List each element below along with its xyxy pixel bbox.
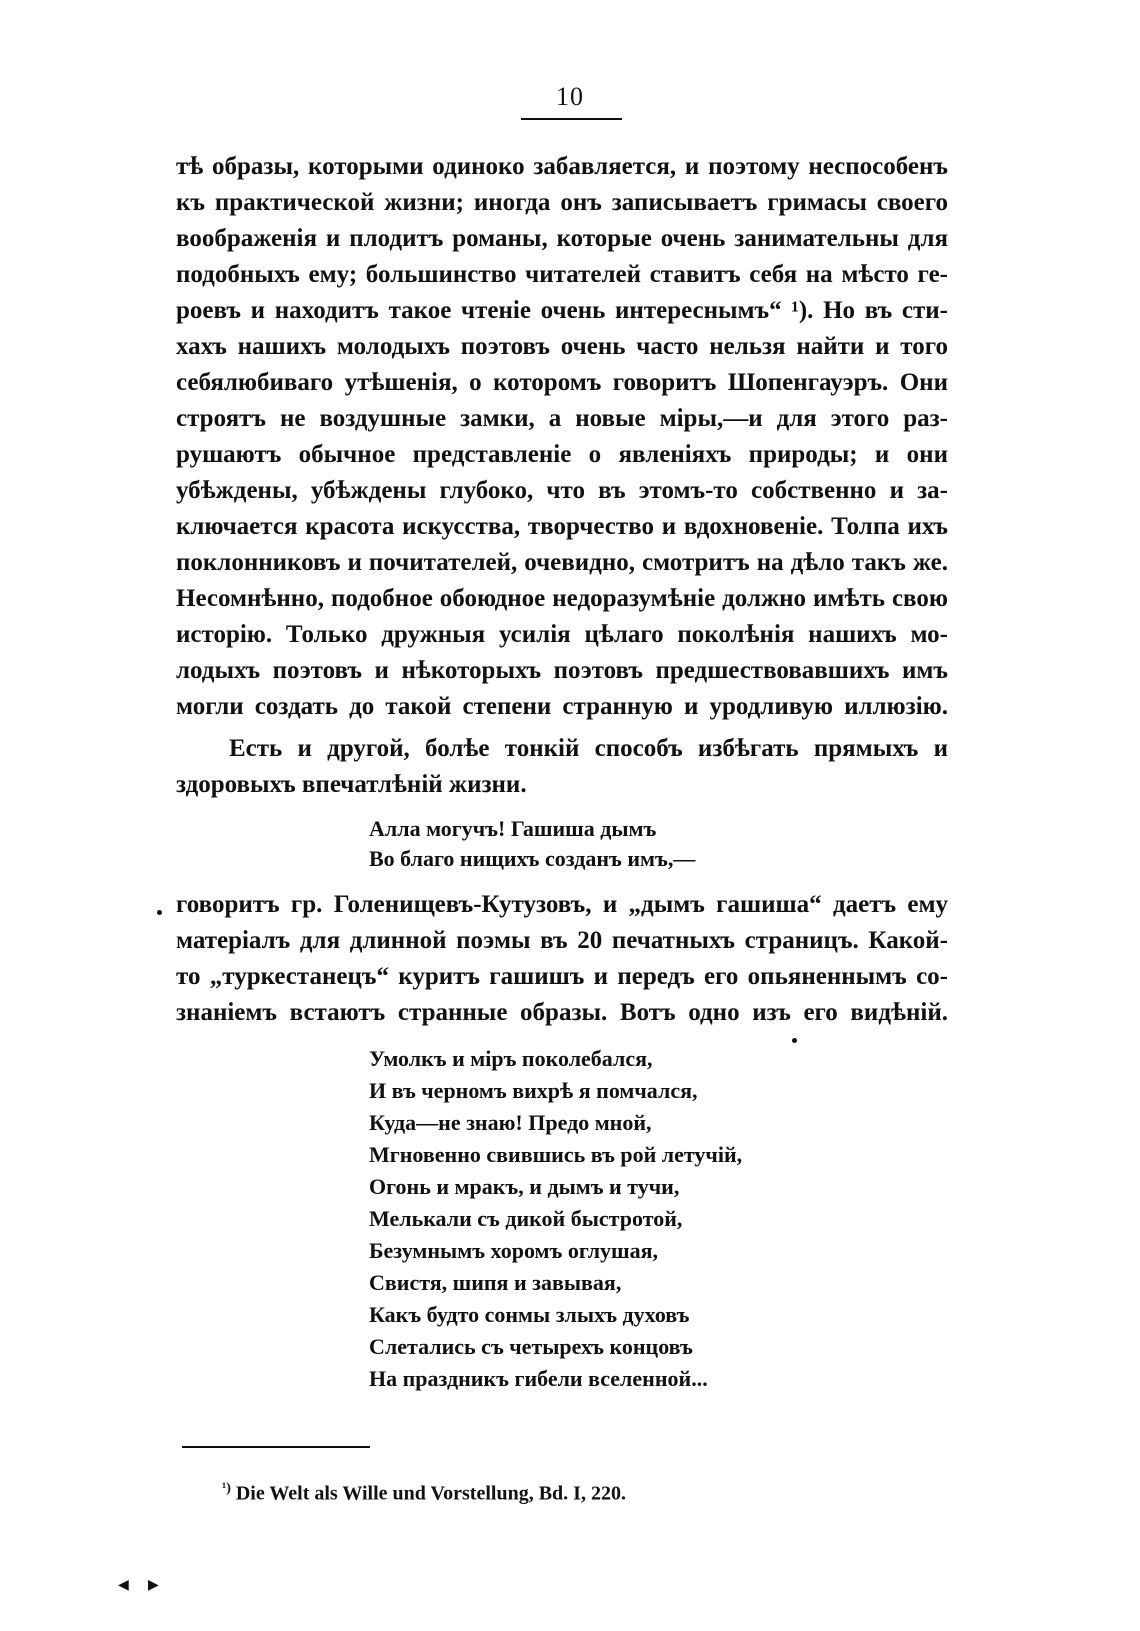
quote-2-line: Безумнымъ хоромъ оглушая, <box>369 1238 659 1263</box>
paragraph-1-line: строятъ не воздушные замки, а новые міры,—и для этого раз- <box>176 405 948 432</box>
quote-2-line: Мгновенно свившись въ рой летучій, <box>369 1142 743 1167</box>
paragraph-3-line: знаніемъ встаютъ странные образы. Вотъ одно изъ его видѣній. <box>176 999 948 1026</box>
paragraph-1-line: хахъ нашихъ молодыхъ поэтовъ очень часто нельзя найти и того <box>176 333 948 360</box>
paragraph-1-line: рушаютъ обычное представленіе о явленіяхъ природы; и они <box>176 441 948 468</box>
paragraph-3-line: матеріалъ для длинной поэмы въ 20 печатныхъ страницъ. Какой- <box>176 927 948 954</box>
paragraph-1-line: поклонниковъ и почитателей, очевидно, смотритъ на дѣло такъ же. <box>176 549 948 576</box>
quote-2-line: Мелькали съ дикой быстротой, <box>369 1206 683 1231</box>
paragraph-1-line: убѣждены, убѣждены глубоко, что въ этомъ-то собственно и за- <box>176 477 948 504</box>
footnote-marker: ¹) <box>222 1481 231 1496</box>
quote-2-line: Куда—не знаю! Предо мной, <box>369 1110 652 1135</box>
paragraph-1-line: себялюбиваго утѣшенія, о которомъ говоритъ Шопенгауэръ. Они <box>176 369 948 396</box>
paragraph-3-line: говоритъ гр. Голенищевъ-Кутузовъ, и „дымъ гашиша“ даетъ ему <box>176 891 948 918</box>
paragraph-1-line: подобныхъ ему; большинство читателей ставитъ себя на мѣсто ге- <box>176 261 948 288</box>
paragraph-1-line: роевъ и находитъ такое чтеніе очень интереснымъ“ ¹). Но въ сти- <box>176 297 948 324</box>
quote-2-line: На праздникъ гибели вселенной... <box>369 1366 708 1391</box>
paragraph-1-line: могли создать до такой степени странную и уродливую иллюзію. <box>176 693 948 720</box>
page-number-rule <box>521 118 622 120</box>
paragraph-1-line: лодыхъ поэтовъ и нѣкоторыхъ поэтовъ предшествовавшихъ имъ <box>176 657 948 684</box>
paragraph-1-line: воображенія и плодитъ романы, которые очень занимательны для <box>176 225 948 252</box>
footnote <box>222 1476 626 1507</box>
paragraph-1-line: ключается красота искусства, творчество и вдохновеніе. Толпа ихъ <box>176 513 948 540</box>
paragraph-1-line: тѣ образы, которыми одиноко забавляется, и поэтому неспособенъ <box>176 153 948 180</box>
quote-2-line: Умолкъ и міръ поколебался, <box>369 1046 653 1071</box>
previous-page-icon[interactable]: ◀ <box>118 1578 129 1593</box>
footnote-rule <box>182 1446 370 1448</box>
paragraph-2-line: здоровыхъ впечатлѣній жизни. <box>176 771 527 798</box>
next-page-icon[interactable]: ▶ <box>148 1578 159 1593</box>
paragraph-3-line: то „туркестанецъ“ куритъ гашишъ и передъ его опьяненнымъ со- <box>176 963 948 990</box>
quote-2-line: Слетались съ четырехъ концовъ <box>369 1334 693 1359</box>
quote-2-line: Какъ будто сонмы злыхъ духовъ <box>369 1302 690 1327</box>
paragraph-2-line: Есть и другой, болѣе тонкій способъ избѣгать прямыхъ и <box>229 735 948 762</box>
stray-dot <box>157 910 162 915</box>
quote-2-line: И въ черномъ вихрѣ я помчался, <box>369 1078 698 1103</box>
footnote-text: Die Welt als Wille und Vorstellung, Bd. I, 220. <box>235 1482 626 1505</box>
page-number: 10 <box>556 82 584 111</box>
paragraph-1-line: къ практической жизни; иногда онъ записываетъ гримасы своего <box>176 189 948 216</box>
page-navigation <box>118 1578 168 1594</box>
paragraph-1-line: исторію. Только дружныя усилія цѣлаго поколѣнія нашихъ мо- <box>176 621 948 648</box>
quote-2-line: Свистя, шипя и завывая, <box>369 1270 622 1295</box>
quote-1-line: Во благо нищихъ созданъ имъ,— <box>369 846 696 871</box>
paragraph-1-line: Несомнѣнно, подобное обоюдное недоразумѣніе должно имѣть свою <box>176 585 948 612</box>
quote-1-line: Алла могучъ! Гашиша дымъ <box>369 816 657 841</box>
stray-dot <box>792 1038 797 1043</box>
quote-2-line: Огонь и мракъ, и дымъ и тучи, <box>369 1174 680 1199</box>
